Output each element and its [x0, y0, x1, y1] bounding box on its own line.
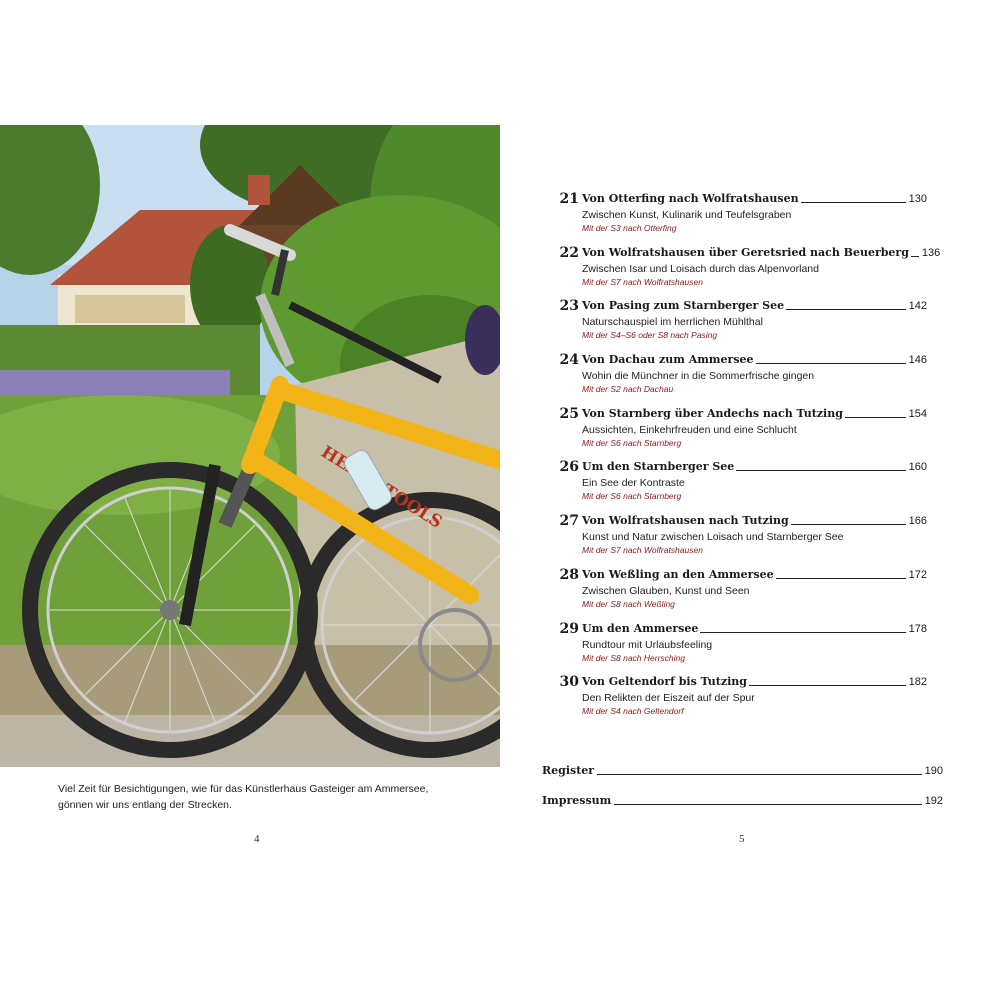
photo-caption: Viel Zeit für Besichtigungen, wie für das Künstlerhaus Gasteiger am Ammersee, gönnen wir uns entlang der Strecken.	[58, 783, 429, 811]
toc-entry[interactable]	[553, 351, 927, 405]
toc-entry-train: Mit der S3 nach Otterfing	[582, 223, 677, 233]
toc-entry[interactable]	[553, 405, 927, 459]
toc-entry-number: 26	[559, 459, 579, 476]
toc-entry-subtitle: Naturschauspiel im herrlichen Mühlthal	[582, 316, 763, 329]
toc-entry-train: Mit der S4 nach Geltendorf	[582, 706, 684, 717]
toc-entry-number: 30	[559, 674, 579, 691]
dot-leader	[597, 774, 922, 775]
toc-entry-subtitle: Rundtour mit Urlaubsfeeling	[582, 638, 713, 651]
toc-entry-title-row	[582, 460, 927, 474]
toc-entry-page: 166	[908, 515, 927, 528]
toc-entry-page: 154	[908, 407, 927, 420]
dot-leader	[756, 363, 906, 364]
toc-entry-page: 182	[908, 676, 927, 689]
toc-entry-title: Um den Ammersee	[582, 621, 699, 635]
toc-entry[interactable]	[553, 190, 927, 244]
impressum-page: 192	[924, 795, 943, 807]
toc-entry-title: Von Otterfing nach Wolfratshausen	[582, 192, 799, 205]
toc-entry-title-row	[582, 192, 927, 206]
dot-leader	[791, 524, 906, 525]
toc-entry-title: Von Weßling an den Ammersee	[582, 567, 774, 581]
toc-entry-page: 160	[908, 461, 927, 474]
toc-entry[interactable]	[553, 620, 927, 674]
register-label: Register	[542, 764, 595, 777]
toc-impressum[interactable]	[542, 794, 943, 808]
toc-entry-train: Mit der S6 nach Starnberg	[582, 437, 682, 448]
toc-entry-title-row	[582, 245, 941, 260]
toc-entry-page: 172	[908, 568, 927, 581]
impressum-label: Impressum	[542, 794, 612, 807]
toc-entry-subtitle: Ein See der Kontraste	[582, 477, 685, 490]
toc-entry[interactable]	[553, 297, 927, 351]
dot-leader	[845, 417, 906, 418]
toc-entry-subtitle: Zwischen Kunst, Kulinarik und Teufelsgraben	[582, 209, 792, 221]
toc-entry-number: 23	[559, 298, 579, 315]
toc-entry-title-row	[582, 568, 927, 582]
page-number-right: 5	[739, 833, 745, 845]
dot-leader	[614, 804, 921, 805]
bicycle-photo	[0, 125, 500, 767]
dot-leader	[786, 309, 906, 310]
toc-entry-title: Von Dachau zum Ammersee	[582, 353, 754, 367]
toc-entry-page: 136	[921, 246, 941, 259]
toc-entry-number: 29	[559, 620, 579, 637]
toc-entry-page: 142	[908, 300, 927, 313]
toc-entry-title: Von Wolfratshausen nach Tutzing	[582, 514, 789, 528]
toc-entry-train: Mit der S8 nach Herrsching	[582, 652, 685, 663]
toc-entry-subtitle: Aussichten, Einkehrfreuden und eine Schlucht	[582, 423, 797, 436]
toc-entry-train: Mit der S4–S6 oder S8 nach Pasing	[582, 330, 718, 341]
dot-leader	[736, 470, 905, 471]
toc-entry-subtitle: Zwischen Glauben, Kunst und Seen	[582, 584, 750, 597]
toc-entry-page: 146	[908, 354, 927, 367]
toc-entry-subtitle: Zwischen Isar und Loisach durch das Alpenvorland	[582, 262, 819, 275]
toc-entry[interactable]	[553, 244, 941, 298]
toc-entry-number: 27	[559, 513, 579, 530]
toc-entry-page: 130	[908, 193, 927, 205]
toc-entry-title-row	[582, 514, 927, 528]
toc-entry-title: Von Pasing zum Starnberger See	[582, 299, 785, 313]
toc-entry-subtitle: Den Relikten der Eiszeit auf der Spur	[582, 692, 755, 705]
frame-logo-text: TOOLS	[378, 480, 446, 533]
toc-entry[interactable]	[553, 458, 927, 512]
toc-entry-train: Mit der S6 nach Starnberg	[582, 491, 682, 502]
toc-entry[interactable]	[553, 566, 927, 620]
toc-entry[interactable]	[553, 673, 927, 727]
toc-entry-title-row	[582, 622, 927, 636]
toc-entry-subtitle: Kunst und Natur zwischen Loisach und Starnberger See	[582, 531, 844, 544]
toc-entry-page: 178	[908, 622, 927, 635]
toc-entry-title: Um den Starnberger See	[582, 460, 735, 474]
toc-entry-number: 22	[559, 244, 579, 261]
toc-entry-title-row	[582, 299, 927, 313]
toc-entry-train: Mit der S2 nach Dachau	[582, 384, 674, 395]
toc-entry-title: Von Geltendorf bis Tutzing	[582, 675, 747, 689]
dot-leader	[911, 256, 919, 257]
toc-entry-title: Von Starnberg über Andechs nach Tutzing	[582, 406, 843, 420]
toc-entry-train: Mit der S7 nach Wolfratshausen	[582, 276, 703, 287]
toc-entry-number: 25	[559, 405, 579, 422]
toc-entry-train: Mit der S7 nach Wolfratshausen	[582, 545, 703, 556]
toc-entry-number: 24	[559, 352, 579, 369]
page-number-left: 4	[254, 833, 260, 845]
dot-leader	[776, 578, 906, 579]
register-page: 190	[924, 765, 943, 777]
toc-entry-train: Mit der S8 nach Weßling	[582, 598, 675, 609]
toc-entry-title-row	[582, 353, 927, 367]
toc-entry-title-row	[582, 407, 927, 421]
dot-leader	[801, 202, 906, 203]
toc-entry-number: 28	[559, 566, 579, 583]
dot-leader	[700, 632, 905, 633]
toc-entry[interactable]	[553, 512, 927, 566]
toc-entry-title: Von Wolfratshausen über Geretsried nach Beuerberg	[582, 245, 909, 259]
toc-entry-subtitle: Wohin die Münchner in die Sommerfrische gingen	[582, 370, 815, 383]
table-of-contents	[553, 190, 941, 727]
toc-entry-number: 21	[559, 191, 579, 207]
dot-leader	[749, 685, 906, 686]
toc-entry-title-row	[582, 675, 927, 689]
toc-register[interactable]	[542, 764, 943, 778]
